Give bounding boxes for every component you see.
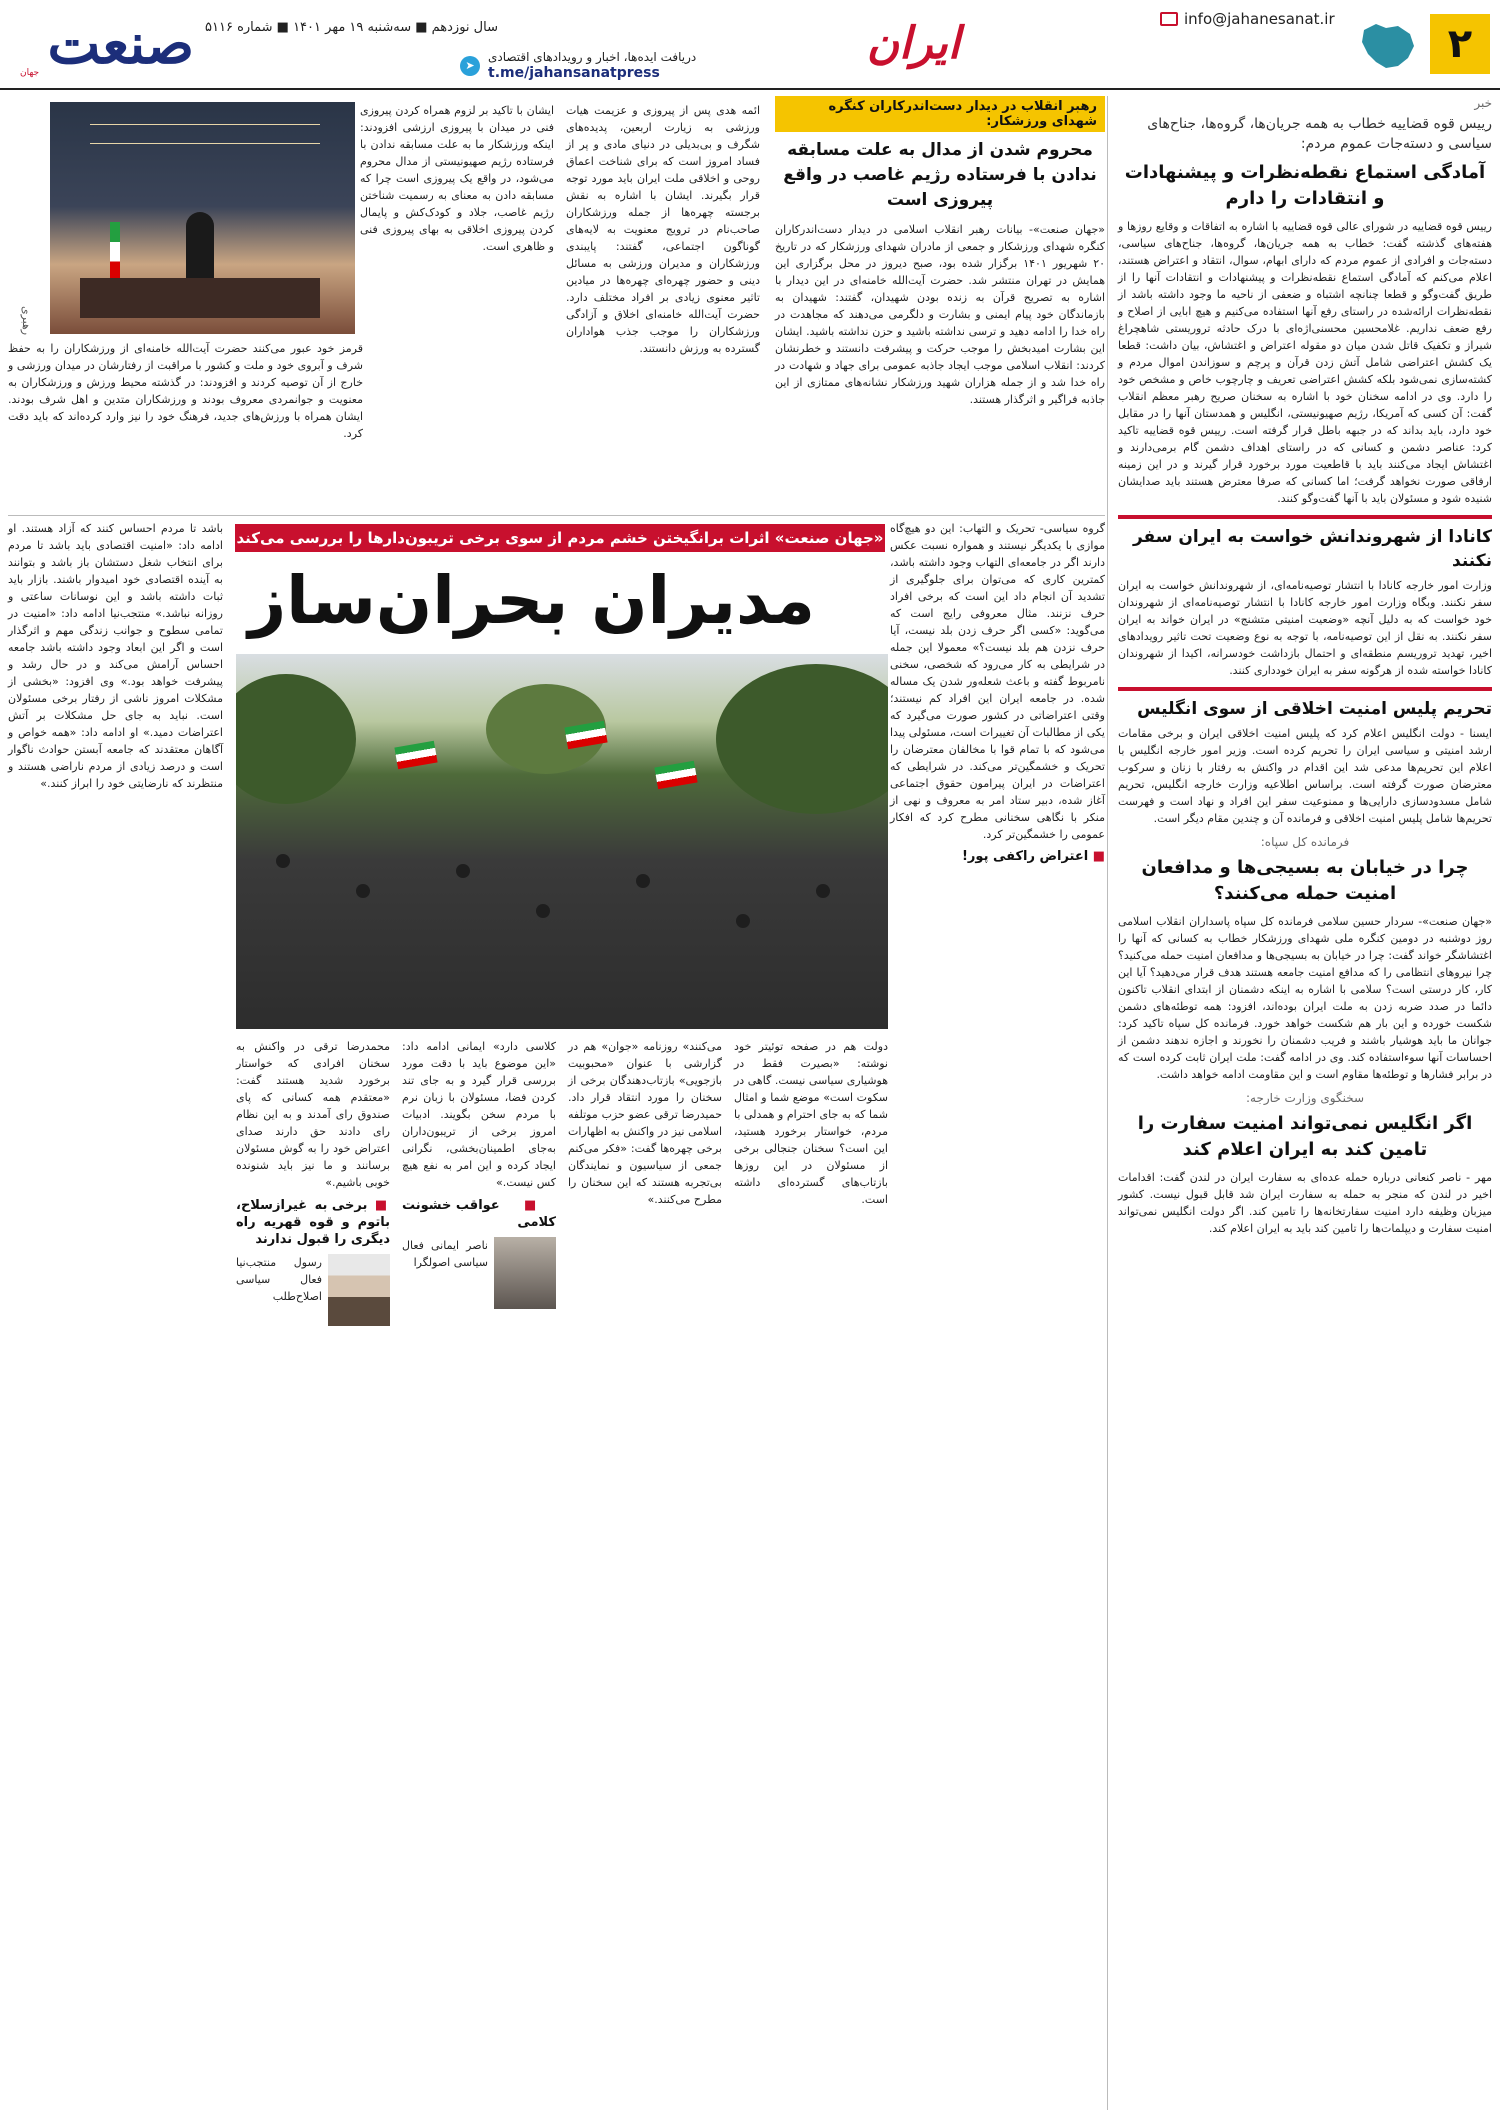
lead-kicker: رهبر انقلاب در دیدار دست‌اندرکاران کنگره شهدای ورزشکار:: [775, 96, 1105, 132]
mid-col-2-text: می‌کنند» روزنامه «جوان» هم در گزارشی با عنوان «محبوبیت بازجویی» بازتاب‌دهندگان برخی از سخنان را مورد انتقاد قرار داد. حمیدرضا ترقی عضو حزب موتلفه اسلامی نیز در واکنش به اظهارات برخی چهره‌ها گفت: «فکر می‌کنم جمعی از سیاسیون و نمایندگان بی‌تجربه هستند که این سخنان را مطرح می‌کنند.»: [568, 1040, 722, 1206]
lead-columns: [360, 102, 760, 357]
story-kicker: فرمانده کل سپاه:: [1260, 835, 1350, 849]
story-title: آمادگی استماع نقطه‌نظرات و پیشنهادات و انتقادات را دارم: [1124, 162, 1486, 209]
mid-col-2: [568, 1038, 722, 1332]
flag-icon: [654, 761, 697, 790]
lead-columns-bottom: [8, 340, 363, 442]
story-canada: [1118, 525, 1492, 679]
story-left-column: [8, 520, 223, 2100]
subhead-violence: ■ عواقب خشونت کلامی: [402, 1197, 556, 1231]
story-kicker: سخنگوی وزارت خارجه:: [1245, 1091, 1365, 1105]
story-body: مهر - ناصر کنعانی درباره حمله عده‌ای به سفارت ایران در لندن گفت: اقدامات اخیر در لندن که منجر به حمله به سفارت ایران شد قابل قبول نیست. کشور میزبان وظیفه دارد امنیت سفارتخانه‌ها را تامین کند. اگر دولت انگلیس نمی‌تواند امنیت سفارت و دیپلمات‌ها را تامین کند باید به ایران اعلام کند.: [1118, 1171, 1492, 1235]
story-mid-columns: [236, 1038, 888, 1332]
author-box: [402, 1237, 556, 1309]
photo-banner: [90, 124, 320, 144]
story-title: تحریم پلیس امنیت اخلاقی از سوی انگلیس: [1137, 699, 1492, 719]
main-headline: مدیران بحران‌ساز: [248, 562, 815, 639]
story-body: ایسنا - دولت انگلیس اعلام کرد که پلیس امنیت اخلاقی ایران و برخی مقامات ارشد امنیتی و سیاسی ایران را تحریم کرده است. وزیر امور خارجه انگلیس با اعلام این تحریم‌ها مدعی شد این اقدام در واکنش به رفتار با زنان و سرکوب معترضان صورت گرفته است. براساس اطلاعیه وزارت خارجه انگلیس، تحریم شامل مسدودسازی دارایی‌ها و ممنوعیت سفر این افراد و نهاد است و فهرست تحریم‌ها شامل پلیس امنیت اخلاقی و فرمانده آن و چندین مقام دیگر است.: [1118, 727, 1492, 825]
crowd-figure: [456, 864, 470, 878]
subhead-rafipour: ■ اعتراض راکفی پور!: [890, 849, 1105, 864]
story-irgc: [1118, 835, 1492, 1083]
lead-col-2: ائمه هدی پس از پیروزی و عزیمت هیات ورزشی به زیارت اربعین، پدیده‌های شگرف و بی‌بدیلی در دنیای مادی و پر از فساد امروز است که برای شناخت اعماق روحی و اخلاقی ملت ایران باید مورد توجه قرار بگیرند. ایشان با اشاره به نقش برجسته چهره‌ها از جمله ورزشکاران صاحب‌نام در ترویج معنویت به لایه‌های گوناگون اجتماعی، گفتند: پایبندی ورزشکاران و مدیران ورزشی به مسائل دینی و حضور چهره‌ای چهره‌ها در میادین تاثیر معنوی زیادی بر افراد مختلف دارد. حضرت آیت‌الله خامنه‌ای اخلاق و آزادگی ورزشکاران را موجب جذب هواداران گسترده به ورزش دانستند.: [566, 104, 760, 355]
iran-map-icon: [1358, 20, 1418, 72]
story-title: اگر انگلیس نمی‌تواند امنیت سفارت را تامین کند به ایران اعلام کند: [1137, 1113, 1473, 1160]
divider: [1118, 515, 1492, 519]
telegram-icon: ➤: [460, 56, 480, 76]
story-embassy: [1118, 1091, 1492, 1237]
story-title: چرا در خیابان به بسیجی‌ها و مدافعان امنیت حمله می‌کنند؟: [1141, 857, 1469, 904]
author-name: ناصر ایمانی فعال سیاسی اصولگرا: [402, 1239, 488, 1269]
story-uk-sanctions: [1118, 697, 1492, 827]
red-banner: «جهان صنعت» اثرات برانگیختن خشم مردم از سوی برخی تریبون‌دارها را بررسی می‌کند: [235, 524, 885, 552]
story-body: وزارت امور خارجه کانادا با انتشار توصیه‌نامه‌ای، از شهروندانش خواست به ایران سفر نکنند. وبگاه وزارت امور خارجه کانادا با انتشار توصیه‌نامه‌ای از شهروندان خود خواست که به دلیل آنچه «وضعیت امنیتی متشنج» در ایران خواند به ایران سفر نکنند. به نقل از این توصیه‌نامه، با توجه به نوع وضعیت تحت تاثیر رویدادهای اخیر، تهدید تروریسم منطقه‌ای و احتمال بازداشت خودسرانه، اکیدا از شهروندان کانادا خواسته شده از هرگونه سفر به ایران خودداری کنند.: [1118, 579, 1492, 677]
photo-caption: رهبری: [20, 306, 33, 336]
telegram-link[interactable]: t.me/jahansanatpress: [488, 65, 660, 81]
divider: [1118, 687, 1492, 691]
subhead-force: ■ برخی به غیرازسلاح، باتوم و قوه قهریه راه دیگری را قبول ندارند: [236, 1197, 390, 1248]
telegram-channel[interactable]: [460, 50, 696, 81]
author-photo: [494, 1237, 556, 1309]
speaker-figure: [186, 212, 214, 282]
story-body: «جهان صنعت»- سردار حسین سلامی فرمانده کل سپاه پاسداران انقلاب اسلامی روز دوشنبه در دومین کنگره ملی شهدای ورزشکار خطاب به کسانی که آنها را اغتشاشگر خواند گفت: چرا در خیابان به بسیجی‌ها و مدافعان امنیت حمله می‌کنید؟ چرا نیروهای انتظامی را که مدافع امنیت جامعه هستند هدف قرار می‌دهید؟ آیا این کار، کار درستی است؟ سلامی با اشاره به اینکه دشمنان از ابتدای انقلاب تاکنون دائما در صدد ضربه زدن به ملت ایران بوده‌اند، افزود: همه توطئه‌های دشمن شکست خورده و این بار هم شکست خواهد خورد. فرمانده کل سپاه تاکید کرد: جوانان ما باید هوشیار باشند و فریب دشمنان را نخورند و اجازه ندهند دشمن از احساسات آنها سوءاستفاده کند. وی در ادامه گفت: ملت ایران ثابت کرده است که در برابر فشارها و توطئه‌ها مقاوم است و این مقاومت ادامه خواهد داشت.: [1118, 915, 1492, 1081]
logo-subtext: جهان: [20, 68, 40, 78]
second-story: [8, 520, 1105, 2110]
story-body: رییس قوه قضاییه در شورای عالی قوه قضاییه با اشاره به اتفاقات و وقایع روزها و هفته‌های گذشته گفت: خطاب به همه جریان‌ها، گروه‌ها، جناح‌های سیاسی، دسته‌جات و افرادی از عموم مردم که دارای ابهام، سوال، انتقاد و اعتراض هستند، اعلام می‌کنم که آمادگی استماع نقطه‌نظرات و پیشنهادات و انتقادات آنها را از طریق گفت‌وگو و قطعا چنانچه اشتباه و ضعفی از ناحیه ما وجود داشته باشد از نقطه‌نظرات ارائه‌شده در راستای رفع آنها استفاده می‌کنیم و هیچ ابایی از اصلاح و رفع ضعف نداریم. غلامحسین محسنی‌اژه‌ای با درک حادثه تروریستی شاهچراغ شیراز و تکفیک قاتل شدن میان دو مقوله اعتراض و اغتشاش، بیان داشت: قطعا یک کشش اعتراضی شامل آتش زدن قرآن و پرچم و سوزاندن اموال مردم و کشته‌سازی نمی‌شود بلکه کشش اعتراضی تعریف و چارچوب خاص و مشخص خود را دارد. وی در ادامه سخنان خود با اشاره به سخنان صریح رهبر معظم انقلاب گفت: آن کسی که آمریکا، رژیم صهیونیستی، انگلیس و همدستان آنها را در مقابل خود دارد، باید بداند که در جبهه باطل قرار گرفته است. رییس قوه قضاییه تاکید کرد: عناصر دشمن و کسانی که در راستای اهداف دشمن گام برمی‌دارند و اغتشاش ایجاد می‌کنند باید با قاطعیت مورد برخورد قرار گیرند و در این زمینه ارفاقی صورت نخواهد گرفت؛ اما کسانی که صرفا معترض هستند باید صدایشان شنیده شود و مسئولان باید با آنها گفت‌وگو کنند.: [1118, 220, 1492, 505]
tree: [236, 674, 356, 804]
mid-col-3-text: کلاسی دارد» ایمانی ادامه داد: «این موضوع باید با دقت مورد بررسی قرار گیرد و به جای تند کردن فضا، مسئولان با زبان نرم با مردم سخن بگویند. ادبیات امروز برخی از تریبون‌داران به‌جای اطمینان‌بخشی، نگرانی ایجاد کرده و این امر به نفع هیچ کس نیست.»: [402, 1040, 556, 1189]
flag-icon: [394, 741, 437, 770]
page-header: [0, 0, 1500, 90]
crowd-figure: [736, 914, 750, 928]
right-column: [1107, 96, 1492, 2110]
flag-icon: [110, 222, 120, 282]
story-body-right: گروه سیاسی- تحریک و التهاب: این دو هیچ‌گاه موازی با یکدیگر نیستند و همواره نسبت عکس دارند اگر در جامعه‌ای التهاب وجود داشته باشد، کمترین کاری که می‌توان برای جلوگیری از تشدید آن انجام داد این است که برخی افراد حرف نزنند. مثال معروفی رایج است که می‌گوید: «کسی اگر حرف زدن بلد نیست، آیا حرف نزدن هم بلد نیست؟» معمولا این جمله در شرایطی به کار می‌رود که شخصی، سخنی نامربوط گفته و باعث شعله‌ور شدن یک مساله شده. در جامعه ایران این افراد کم نیستند؛ وقتی اعتراضاتی در کشور صورت می‌گیرد که یکی از مطالبات آن تغییرات است، مسئولی پیدا می‌شود که با تمام قوا با مخالفان معترضان را تحریک و خشمگین‌تر می‌کند. در شرایطی که اعتراضات در ایران پیرامون حقوق اجتماعی آغاز شده، دبیر ستاد امر به معروف و نهی از منکر با نگاهی سخنانی مطرح کرد که افکار عمومی را خشمگین‌تر کرد.: [890, 522, 1105, 841]
lead-headline: [775, 96, 1105, 408]
story-kicker: خبر: [1474, 96, 1492, 110]
section-title: ایران: [866, 18, 960, 69]
lead-story: [8, 96, 1105, 516]
telegram-text: دریافت ایده‌ها، اخبار و رویدادهای اقتصادی: [488, 50, 697, 64]
crowd-figure: [356, 884, 370, 898]
newspaper-logo: [14, 11, 194, 80]
logo-text: صنعت: [47, 11, 194, 77]
author-photo: [328, 1254, 390, 1326]
story-subhead: رییس قوه قضاییه خطاب به همه جریان‌ها، گروه‌ها، جناح‌های سیاسی و دسته‌جات عموم مردم:: [1147, 116, 1492, 152]
leader-photo: [50, 102, 355, 334]
email-contact[interactable]: [1160, 10, 1335, 28]
crowd-figure: [636, 874, 650, 888]
photo-desk: [80, 278, 320, 318]
page-number: ۲: [1430, 14, 1490, 74]
email-address: info@jahanesanat.ir: [1184, 10, 1335, 28]
crowd-figure: [816, 884, 830, 898]
story-title: کانادا از شهروندانش خواست به ایران سفر نکنند: [1132, 527, 1492, 571]
story-body-left: باشد تا مردم احساس کنند که آزاد هستند. او ادامه داد: «امنیت اقتصادی باید باشد تا مردم برای انتخاب شغل دستشان باز باشد و بتوانند به آینده اقتصادی خود امیدوار باشند. بازار باید ثبات داشته باشد و این نوسانات ساعتی و روزانه نباشد.» منتجب‌نیا ادامه داد: «امنیت در تمامی سطوح و جوانب زندگی مهم و اثرگذار است و اگر این ابعاد وجود داشته باشد جامعه احساس آرامش می‌کند و در حال رشد و پیشرفت خواهد بود.» وی افزود: «بخشی از مشکلات امروز ناشی از رفتار برخی مسئولان است. نباید به جای حل مشکلات بر آتش اعتراضات دمید.» او ادامه داد: «همه خواص و آگاهان معتقدند که جامعه آبستن حوادث ناگوار است و درصد زیادی از مردم ناراضی هستند و منتظرند که نارضایتی خود را ابراز کنند.»: [8, 522, 223, 790]
protest-photo: [236, 654, 888, 1029]
mid-col-3: [402, 1038, 556, 1332]
issue-info: سال نوزدهم ■ سه‌شنبه ۱۹ مهر ۱۴۰۱ ■ شماره ۵۱۱۶: [205, 20, 498, 35]
mid-col-1-text: دولت هم در صفحه توئیتر خود نوشته: «بصیرت فقط در هوشیاری سیاسی نیست. گاهی در سکوت است» موضع شما و امثال شما که به جای احترام و همدلی با مردم، خواستار برخورد هستید، این است؟ سخنان جنجالی برخی از مسئولان در این روزها بازتاب‌های گسترده‌ای داشته است.: [734, 1040, 888, 1206]
author-box: [236, 1254, 390, 1326]
tree: [716, 664, 888, 814]
crowd-figure: [276, 854, 290, 868]
mid-col-4: [236, 1038, 390, 1332]
email-icon: [1160, 12, 1178, 26]
lead-col-3: ایشان با تاکید بر لزوم همراه کردن پیروزی فنی در میدان با پیروزی ارزشی افزودند: اینکه ورزشکار ما به علت مسابقه ندادن با فرستاده رژیم صهیونیستی از مدال محروم می‌شود، در واقع یک پیروزی است چرا که مسابقه دادن به معنای به رسمیت شناختن رژیم غاصب، جلاد و کودک‌کش و پایمال کردن پیروزی اخلاقی به بهای پیروزی فنی و ظاهری است.: [360, 104, 554, 253]
story-right-column: [890, 520, 1105, 2100]
mid-col-1: [734, 1038, 888, 1332]
lead-title: محروم شدن از مدال به علت مسابقه ندادن با فرستاده رژیم غاصب در واقع پیروزی است: [783, 140, 1097, 210]
crowd-figure: [536, 904, 550, 918]
mid-col-4-text: محمدرضا ترقی در واکنش به سخنان افرادی که خواستار برخورد شدید هستند گفت: «معتقدم همه کسانی که پای صندوق رای آمدند و به این نظام رای دادند حق دارند صدای اعتراض خود را به گوش مسئولان برسانند و ما نیز باید شنونده خوبی باشیم.»: [236, 1040, 390, 1189]
lead-col-1: «جهان صنعت»- بیانات رهبر انقلاب اسلامی در دیدار دست‌اندرکاران کنگره شهدای ورزشکار و جمعی از مادران شهدای ورزشکار که در تاریخ ۲۰ شهریور ۱۴۰۱ برگزار شده بود، صبح دیروز در محل برگزاری این همایش در تهران منتشر شد. حضرت آیت‌الله خامنه‌ای در این دیدار با اشاره به تصریح قرآن به زنده بودن شهیدان، گفتند: شهیدان به بازماندگان خود پیام ایمنی و بشارت و دلگرمی می‌دهند که مجاهدت در راه خدا را ادامه دهید و ترسی نداشته باشید و حزن نداشته باشید. ایشان این بشارت امیدبخش را موجب حرکت و پیشرفت دانستند و خطرنشان کردند: انقلاب اسلامی موجب ایجاد جاذبه عمومی برای جهاد و شهادت در راه خدا شد و از جمله هزاران شهید ورزشکار نشانه‌های ممتازی از این جاذبه فراگیر و اثرگذار هستند.: [775, 223, 1106, 406]
lead-col-4: قرمز خود عبور می‌کنند حضرت آیت‌الله خامنه‌ای از ورزشکاران را به حفظ شرف و آبروی خود و ملت و کشور با مراقبت از رفتارشان در میدان ورزشی و خارج از آن توصیه کردند و افزودند: در گذشته محیط ورزش و ورزشکاران به معنویت و جوانمردی معروف بودند و ورزشکاران متدین و اهل شرف بودند. ایشان همراه با ورزش‌های جدید، فرهنگ خود را نیز وارد کرده‌اند که باید دقت کرد.: [8, 342, 363, 440]
author-name: رسول منتجب‌نیا فعال سیاسی اصلاح‌طلب: [236, 1256, 322, 1303]
story-judiciary: [1118, 96, 1492, 507]
